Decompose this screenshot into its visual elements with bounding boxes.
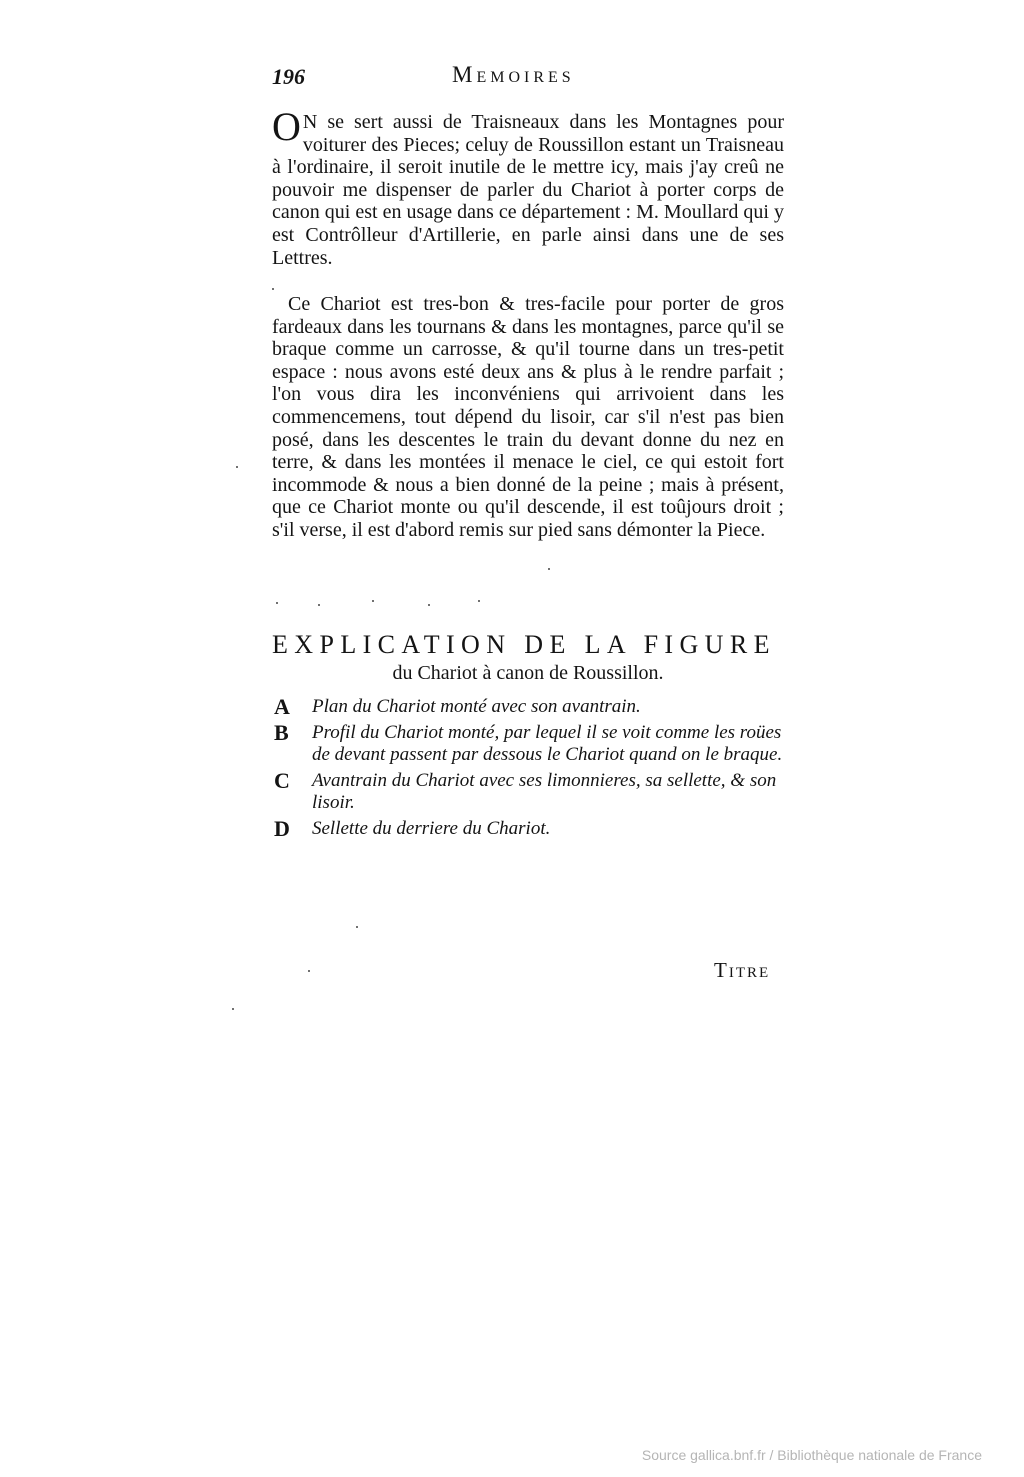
legend-letter: A: [274, 694, 290, 719]
scan-speck: [272, 288, 274, 290]
drop-cap: O: [272, 104, 301, 149]
figure-heading: EXPLICATION DE LA FIGURE: [272, 630, 776, 659]
scan-speck: [356, 926, 358, 928]
figure-legend: [272, 696, 784, 844]
legend-letter: C: [274, 768, 290, 793]
legend-text: Avantrain du Chariot avec ses limonnieres, sa sellette, & son lisoir.: [312, 770, 777, 813]
scan-speck: [478, 600, 480, 602]
scan-speck: [308, 970, 310, 972]
scan-speck: [232, 1008, 234, 1010]
scan-speck: [548, 568, 550, 570]
legend-item-d: [272, 818, 784, 840]
scan-speck: [236, 466, 238, 468]
legend-item-b: [272, 722, 784, 766]
catchword: Titre: [714, 958, 771, 982]
page-number: 196: [272, 64, 305, 89]
legend-text: Profil du Chariot monté, par lequel il se voit comme les roües de devant passent par dessous le Chariot quand on le braque.: [312, 722, 783, 765]
legend-item-c: [272, 770, 784, 814]
paragraph-1-text: N se sert aussi de Traisneaux dans les Montagnes pour voiturer des Pieces; celuy de Roussillon estant un Traisneau à l'ordinaire, il seroit inutile de le mettre icy, mais j'ay creû ne pouvoir me dispenser de parler du Chariot à porter corps de canon qui est en usage dans ce département : M. Moullard qui y est Contrôlleur d'Artillerie, en parle ainsi dans une de ses Lettres.: [272, 111, 784, 269]
paragraph-1: [272, 104, 784, 269]
scan-speck: [276, 602, 278, 604]
figure-subheading: du Chariot à canon de Roussillon.: [392, 662, 664, 684]
legend-letter: B: [274, 720, 289, 745]
legend-item-a: [272, 696, 784, 718]
scan-speck: [372, 600, 374, 602]
scan-speck: [318, 604, 320, 606]
legend-letter: D: [274, 816, 290, 841]
legend-text: Plan du Chariot monté avec son avantrain.: [312, 696, 641, 717]
running-head: Memoires: [452, 62, 575, 87]
source-attribution: Source gallica.bnf.fr / Bibliothèque nationale de France: [641, 1447, 982, 1463]
legend-text: Sellette du derriere du Chariot.: [312, 818, 551, 839]
scan-speck: [428, 604, 430, 606]
paragraph-2: Ce Chariot est tres-bon & tres-facile pour porter de gros fardeaux dans les tournans & dans les montagnes, parce qu'il se braque comme un carrosse, & qu'il tourne dans un tres-petit espace : nous avons esté deux ans & plus à le rendre parfait ; l'on vous dira les inconvéniens qui arrivoient dans les commencemens, tout dépend du lisoir, car s'il n'est pas bien posé, dans les descentes le train du devant donne du nez en terre, & dans les montées il menace le ciel, ce qui estoit fort incommode & nous a bien donné de la peine ; mais à présent, que ce Chariot monte ou qu'il descende, il est toûjours droit ; s'il verse, il est d'abord remis sur pied sans démonter la Piece.: [272, 293, 784, 541]
